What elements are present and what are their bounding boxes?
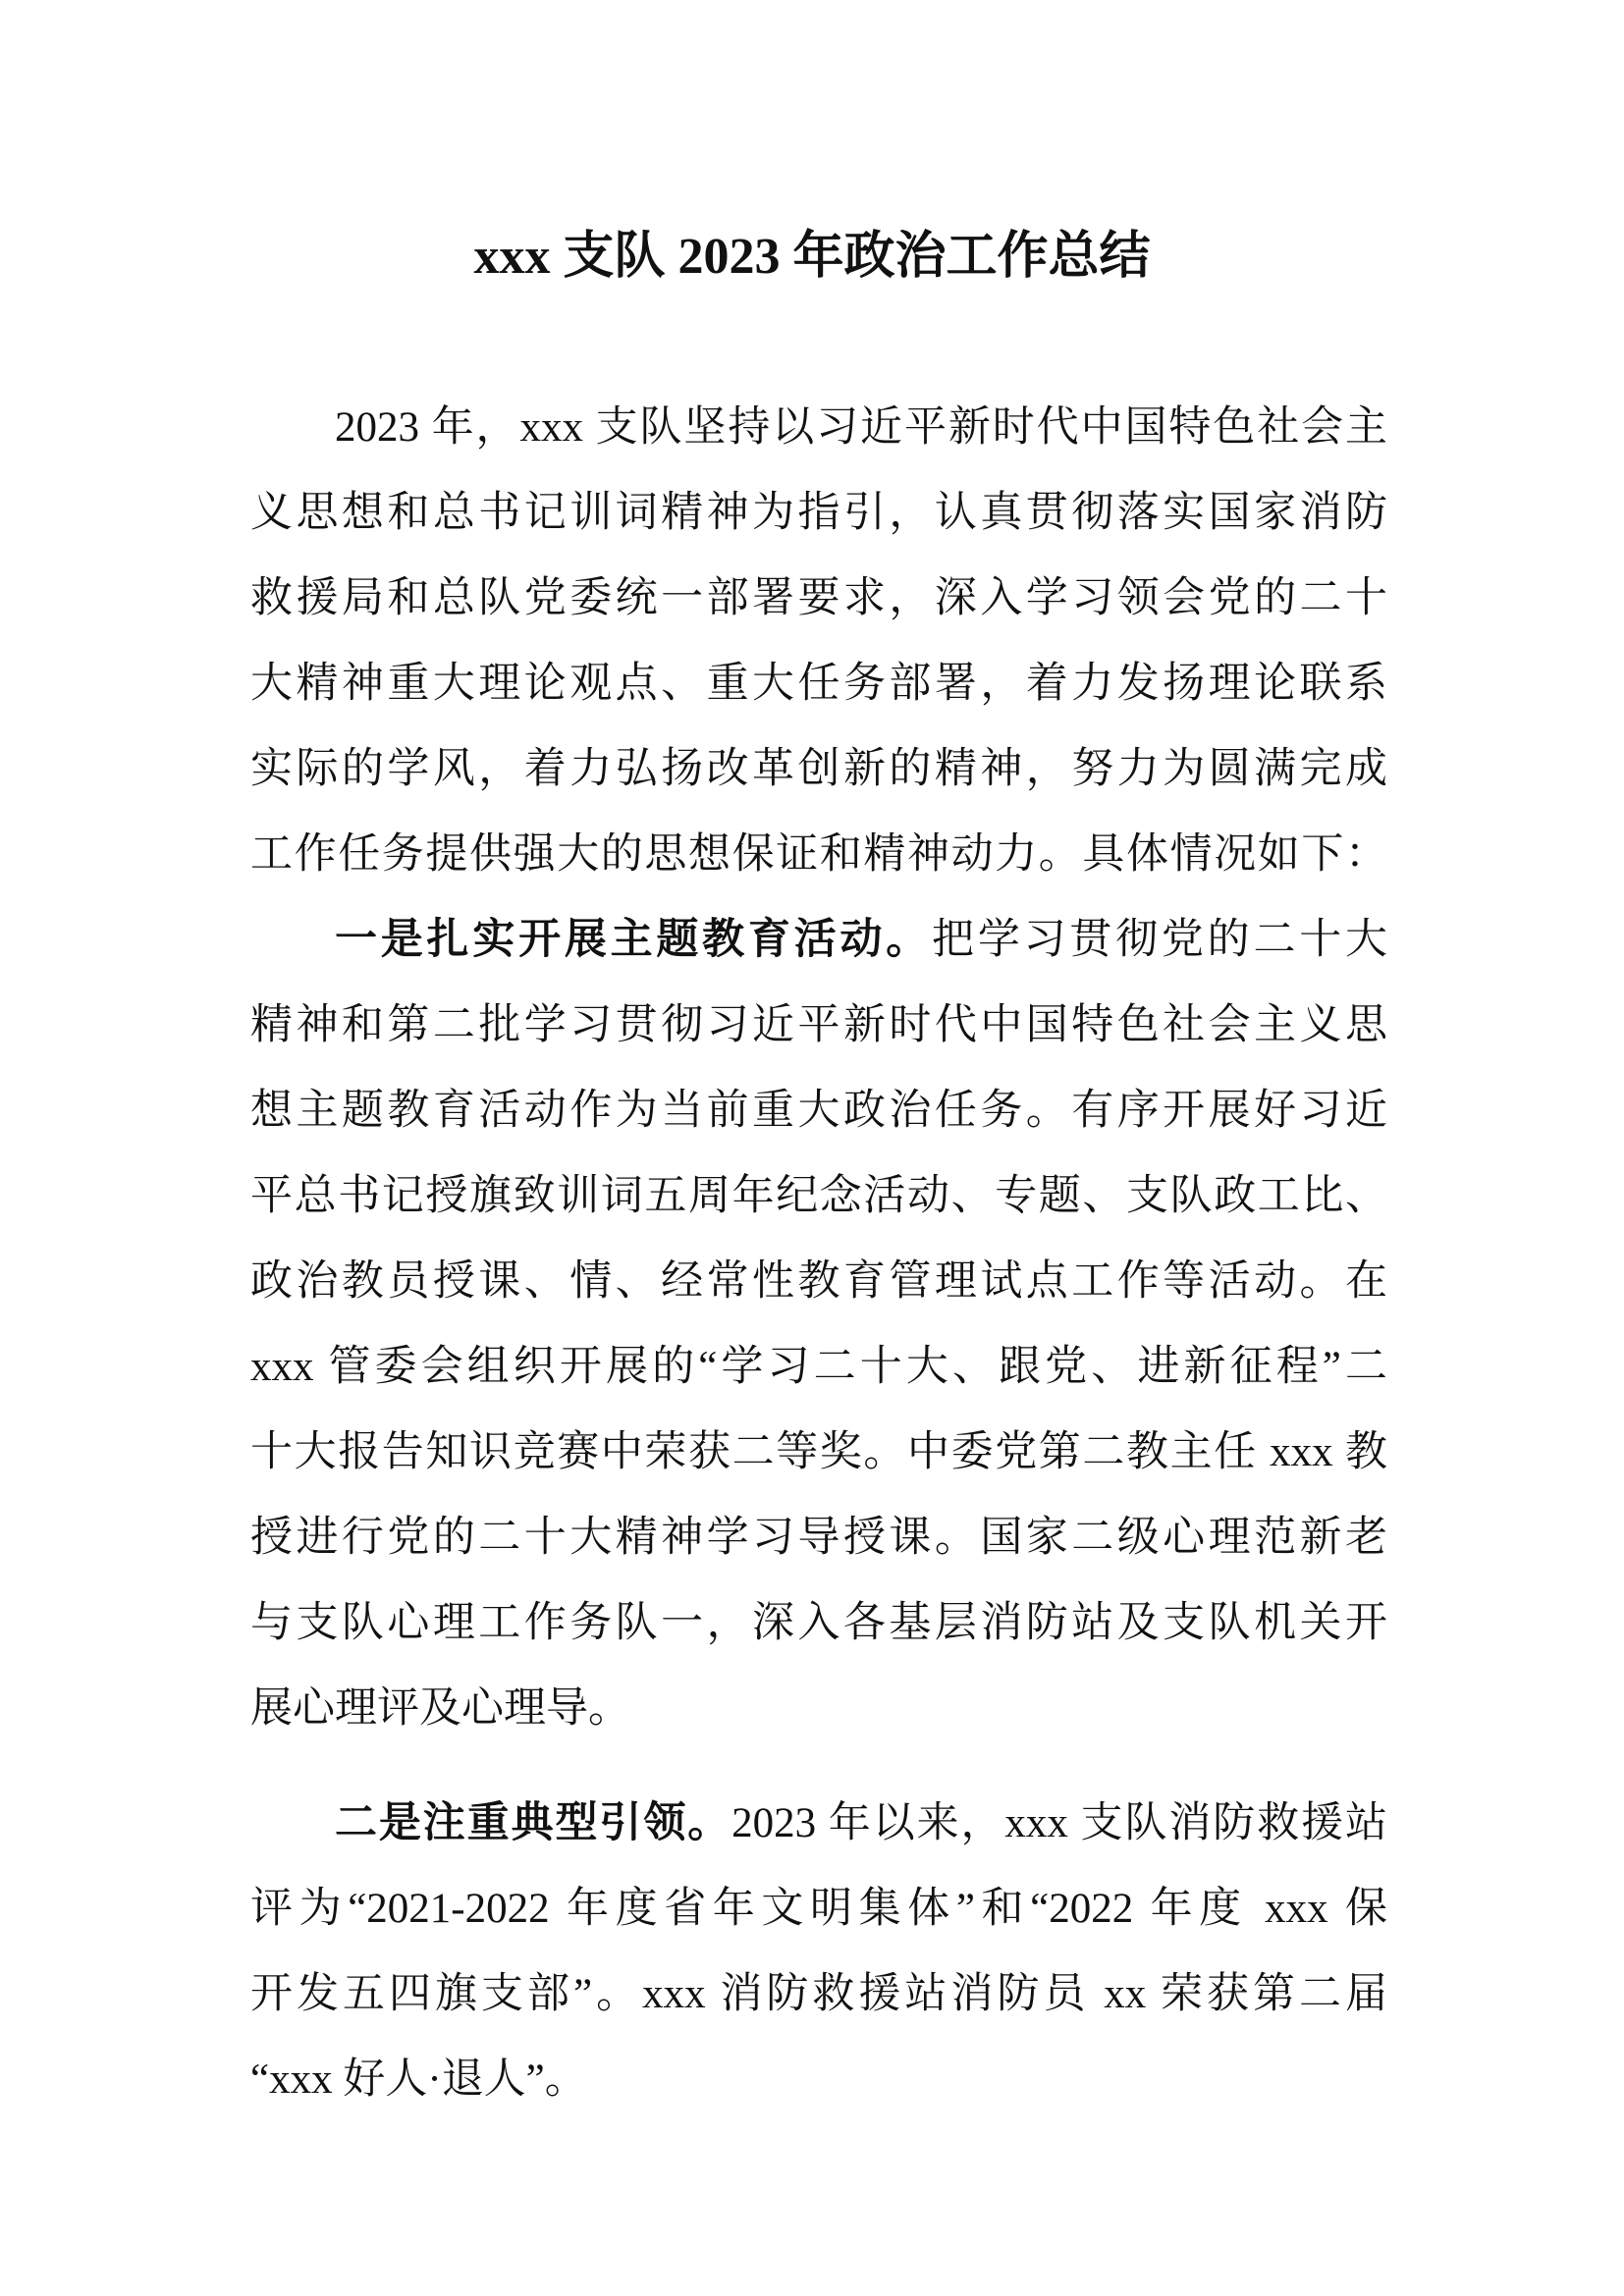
text-line: 工作任务提供强大的思想保证和精神动力。具体情况如下： [250, 831, 1387, 878]
document-title: xxx 支队 2023 年政治工作总结 [473, 229, 1151, 285]
text-line: 大精神重大理论观点、重大任务部署，着力发扬理论联系 [250, 661, 1387, 707]
text-line: 展心理评及心理导。 [250, 1685, 630, 1732]
text-line: 与支队心理工作务队一，深入各基层消防站及支队机关开 [250, 1600, 1387, 1646]
text-line: 政治教员授课、情、经常性教育管理试点工作等活动。在 [250, 1258, 1387, 1305]
paragraph-intro [250, 385, 1387, 897]
text-line: 2023 年，xxx 支队坚持以习近平新时代中国特色社会主 [335, 404, 1387, 451]
paragraph-role-models [250, 1781, 1387, 2122]
text-line: 平总书记授旗致训词五周年纪念活动、专题、支队政工比、 [250, 1173, 1387, 1219]
text-line: 想主题教育活动作为当前重大政治任务。有序开展好习近 [250, 1088, 1387, 1134]
text-line [250, 897, 1387, 983]
text-line: 评为“2021-2022 年度省年文明集体”和“2022 年度 xxx 保 [250, 1886, 1387, 1932]
text-line: 授进行党的二十大精神学习导授课。国家二级心理范新老 [250, 1515, 1387, 1561]
text-line: 十大报告知识竞赛中荣获二等奖。中委党第二教主任 xxx 教 [250, 1429, 1387, 1475]
text-span: 2023 年以来，xxx 支队消防救援站 [731, 1800, 1388, 1846]
text-line: 精神和第二批学习贯彻习近平新时代中国特色社会主义思 [250, 1002, 1387, 1048]
paragraph-theme-education [250, 897, 1387, 1751]
paragraph-lead: 一是扎实开展主题教育活动。 [335, 917, 933, 963]
text-line: xxx 管委会组织开展的“学习二十大、跟党、进新征程”二 [250, 1344, 1387, 1390]
text-span: 把学习贯彻党的二十大 [932, 917, 1388, 963]
text-line: 救援局和总队党委统一部署要求，深入学习领会党的二十 [250, 575, 1387, 621]
text-line: 开发五四旗支部”。xxx 消防救援站消防员 xx 荣获第二届 [250, 1971, 1387, 2017]
text-line: “xxx 好人·退人”。 [250, 2056, 587, 2103]
text-line: 义思想和总书记训词精神为指引，认真贯彻落实国家消防 [250, 490, 1387, 536]
document-body [250, 385, 1387, 2122]
text-line: 实际的学风，着力弘扬改革创新的精神，努力为圆满完成 [250, 746, 1387, 792]
paragraph-lead: 二是注重典型引领。 [335, 1800, 732, 1846]
text-line [250, 1781, 1387, 1866]
